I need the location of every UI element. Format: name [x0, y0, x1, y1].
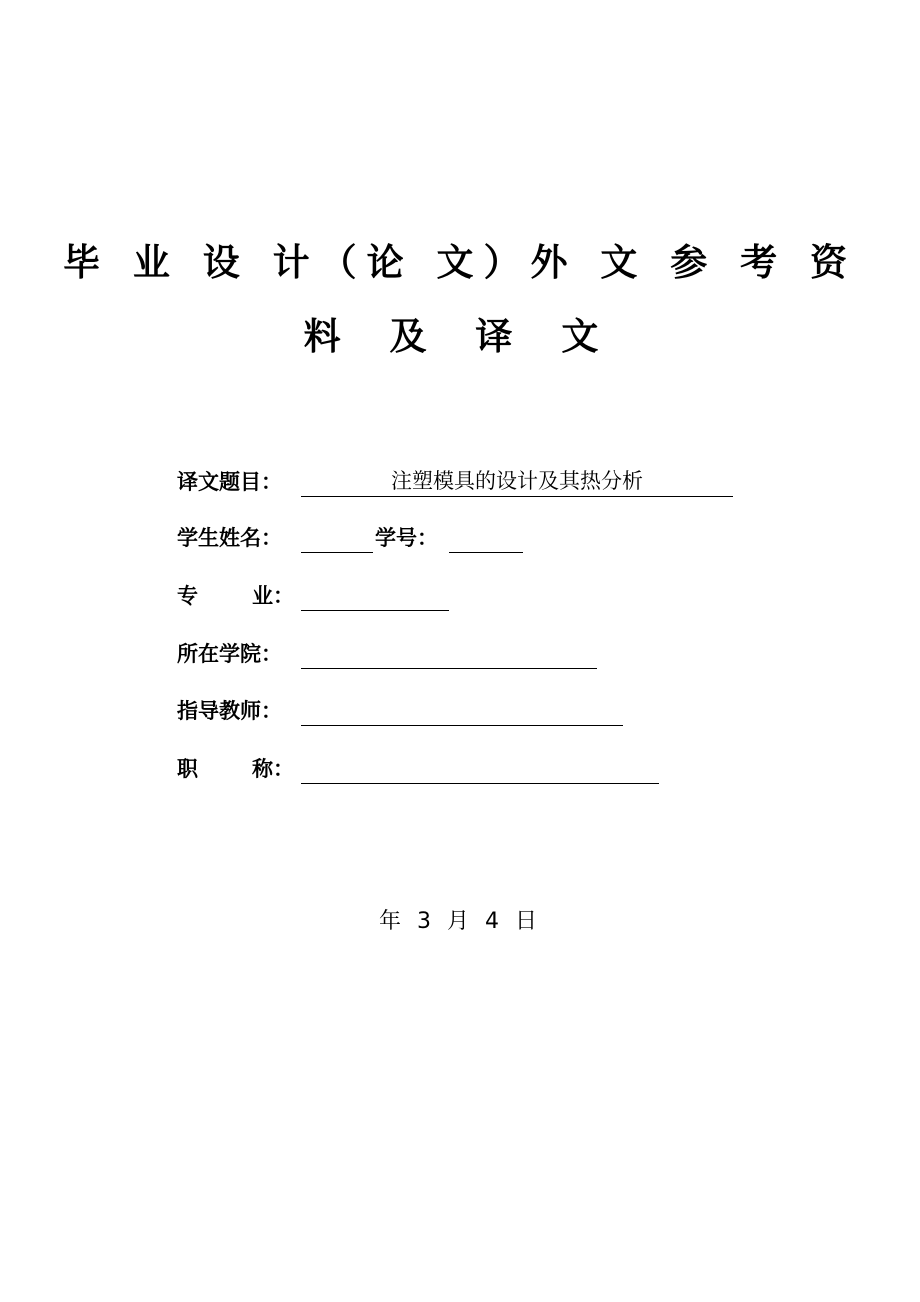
document-date — [0, 906, 920, 938]
translation-title-blank — [301, 466, 733, 497]
college-label: 所在学院： — [177, 642, 282, 666]
date-day-label: 日 — [515, 909, 542, 934]
rank-blank — [301, 753, 659, 784]
rank-label-right: 称： — [252, 757, 294, 781]
date-month: 3 — [416, 909, 435, 934]
rank-label-left: 职 — [177, 757, 198, 781]
document-title-line-1: 毕 业 设 计（论 文）外 文 参 考 资 — [62, 241, 858, 284]
major-blank — [301, 580, 449, 611]
major-label-left: 专 — [177, 584, 198, 608]
college-blank — [301, 638, 597, 669]
date-year-label: 年 — [378, 909, 405, 934]
student-id-label: 学号： — [375, 526, 438, 550]
translation-title-value: 注塑模具的设计及其热分析 — [391, 469, 643, 493]
student-id-blank — [449, 522, 523, 553]
major-label-right: 业： — [252, 584, 294, 608]
date-month-label: 月 — [446, 909, 473, 934]
advisor-blank — [301, 695, 623, 726]
date-day: 4 — [485, 909, 503, 934]
translation-title-label: 译文题目： — [177, 470, 282, 494]
student-name-blank — [301, 522, 373, 553]
student-name-label: 学生姓名： — [177, 526, 282, 550]
advisor-label: 指导教师： — [177, 699, 282, 723]
document-title-line-2: 料 及 译 文 — [303, 315, 617, 358]
